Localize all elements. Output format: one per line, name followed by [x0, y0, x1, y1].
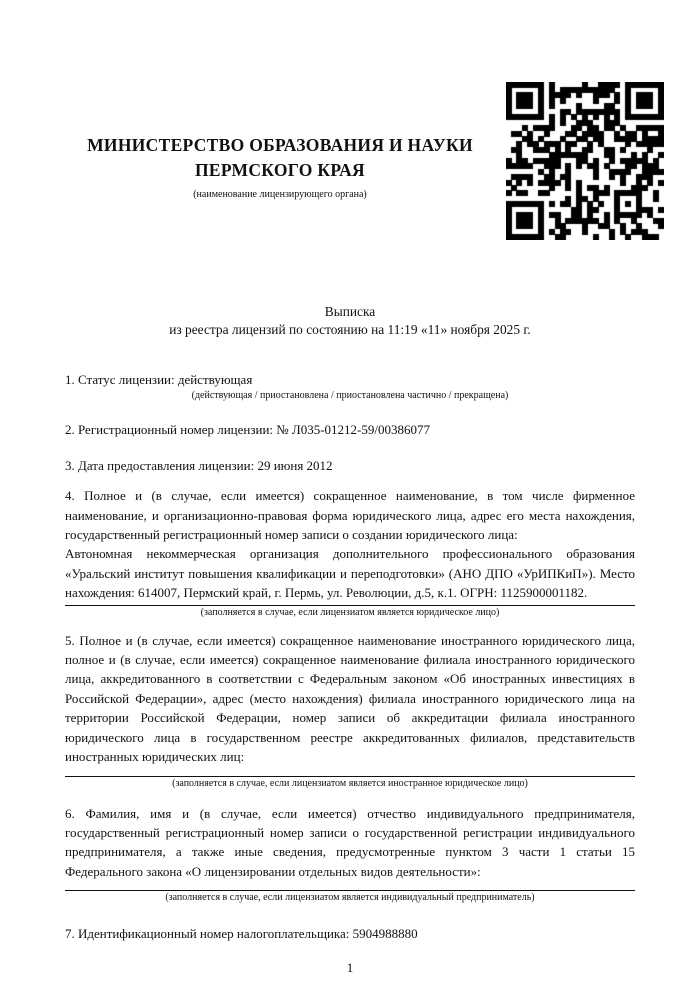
document-title-line1: Выписка: [324, 304, 376, 319]
item-grant-date: [65, 456, 635, 475]
item-legal-entity: [65, 486, 635, 618]
document-title-line2: из реестра лицензий по состоянию на 11:19 «11» ноября 2025 г.: [169, 322, 531, 337]
ministry-name-caption: (наименование лицензирующего органа): [193, 189, 367, 200]
license-status-caption: (действующая / приостановлена / приостановлена частично / прекращена): [191, 390, 509, 402]
legal-entity-caption: (заполняется в случае, если лицензиатом является юридическое лицо): [200, 606, 500, 618]
item-license-status: [65, 370, 635, 402]
page-number: 1: [346, 959, 354, 975]
individual-entrepreneur-caption: (заполняется в случае, если лицензиатом является индивидуальный предприниматель): [165, 892, 535, 904]
item-foreign-entity: [65, 631, 635, 790]
legal-entity-question: 4. Полное и (в случае, если имеется) сокращенное наименование, в том числе фирменное наименование, и организационно-правовая форма юридического лица, адрес его места нахождения, государственный регистрационный номер записи о создании юридического лица:: [65, 488, 635, 543]
item-individual-entrepreneur: [65, 804, 635, 905]
individual-entrepreneur-question: 6. Фамилия, имя и (в случае, если имеется) отчество индивидуального предпринимателя, государственный регистрационный номер записи о государственной регистрации индивидуального предпринимателя, а также иные сведения, предусмотренные пунктом 3 части 1 статьи 15 Федерального закона «О лицензировании отдельных видов деятельности»:: [65, 805, 635, 879]
license-status-text: 1. Статус лицензии: действующая: [65, 372, 253, 387]
ministry-name-line2: ПЕРМСКОГО КРАЯ: [195, 160, 365, 180]
item-registration-number: [65, 420, 635, 439]
document-title: [65, 303, 635, 339]
qr-code: [506, 82, 664, 240]
document-header: [0, 0, 700, 242]
grant-date-text: 3. Дата предоставления лицензии: 29 июня 2012: [65, 457, 333, 473]
legal-entity-value: Автономная некоммерческая организация дополнительного профессионального образования «Уральский институт повышения квалификации и переподготовки» (АНО ДПО «УрИПКиП»). Место нахождения: 614007, Пермский край, г. Пермь, ул. Революции, д.5, к.1. ОГРН: 1125900001182.: [65, 546, 635, 601]
foreign-entity-caption: (заполняется в случае, если лицензиатом является иностранное юридическое лицо): [172, 777, 528, 789]
registration-number-text: 2. Регистрационный номер лицензии: № Л035-01212-59/00386077: [65, 422, 431, 438]
foreign-entity-question: 5. Полное и (в случае, если имеется) сокращенное наименование иностранного юридического лица, полное и (в случае, если имеется) сокращенное наименование филиала иностранного юридического лица, аккредитованного в соответствии с Федеральным законом «Об иностранных инвестициях в Российской Федерации», адрес (место нахождения) филиала иностранного юридического лица на территории Российской Федерации, номер записи об аккредитации филиала иностранного юридического лица в государственном реестре аккредитованных филиалов, представительств иностранных юридических лиц:: [65, 632, 635, 765]
qr-code-image: [506, 82, 664, 240]
taxpayer-number-text: 7. Идентификационный номер налогоплательщика: 5904988880: [65, 926, 418, 942]
ministry-name-line1: МИНИСТЕРСТВО ОБРАЗОВАНИЯ И НАУКИ: [87, 135, 473, 155]
document-body: [0, 303, 700, 977]
licensing-authority-block: [65, 133, 495, 201]
item-taxpayer-number: [65, 924, 635, 943]
